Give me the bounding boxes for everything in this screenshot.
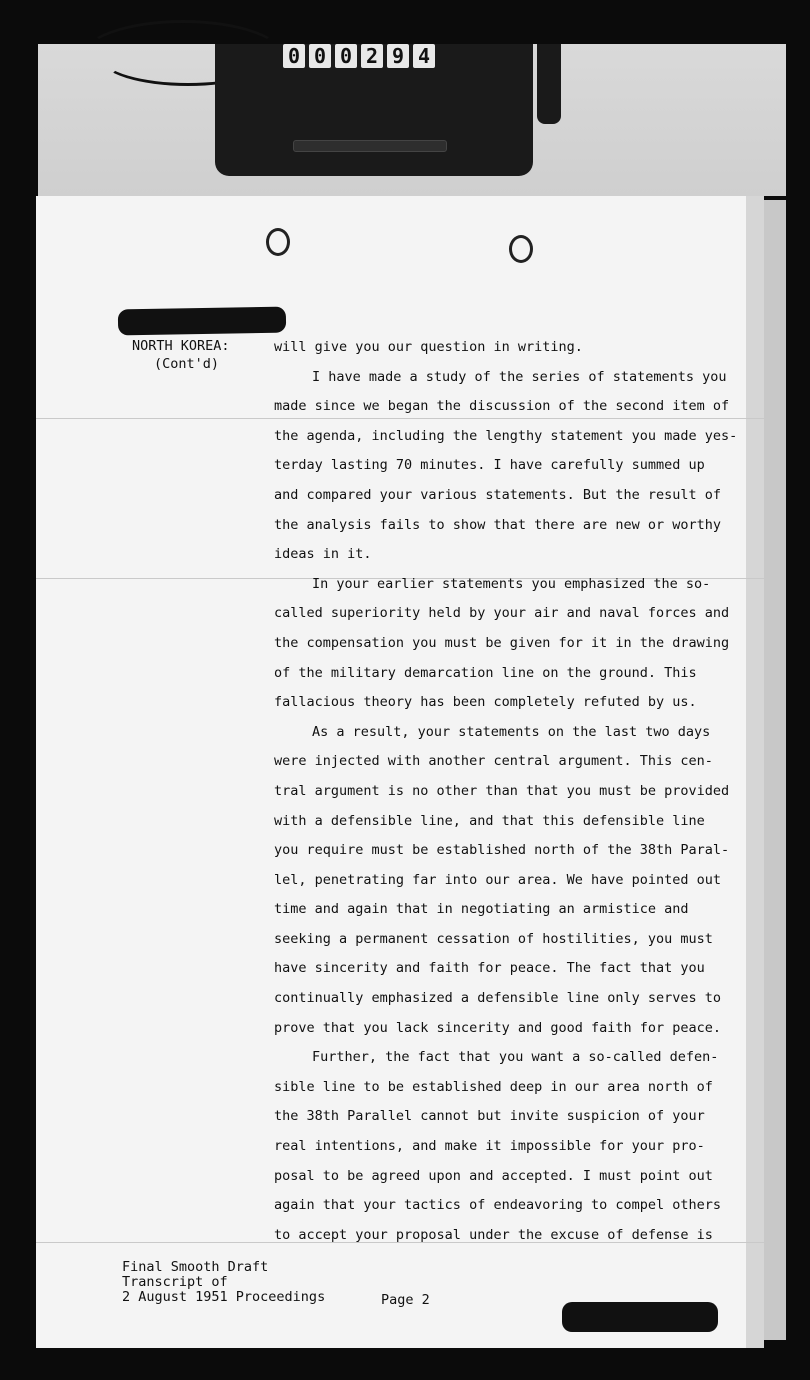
transcript-line: I have made a study of the series of statements you <box>312 368 727 385</box>
transcript-line: sible line to be established deep in our area north of <box>274 1078 713 1095</box>
footer-line: Final Smooth Draft <box>122 1259 269 1275</box>
transcript-line: the compensation you must be given for it in the drawing <box>274 634 730 651</box>
transcript-line: of the military demarcation line on the ground. This <box>274 664 697 681</box>
transcript-line: posal to be agreed upon and accepted. I must point out <box>274 1167 713 1184</box>
transcript-line: were injected with another central argument. This cen- <box>274 753 713 770</box>
footer-line: Transcript of <box>122 1274 228 1290</box>
frame-counter <box>283 44 435 70</box>
counter-knob <box>537 44 561 124</box>
transcript-line: have sincerity and faith for peace. The fact that you <box>274 960 705 977</box>
transcript-line: continually emphasized a defensible line only serves to <box>274 990 722 1007</box>
transcript-line: In your earlier statements you emphasized the so- <box>312 575 711 592</box>
transcript-line: again that your tactics of endeavoring to compel others <box>274 1197 722 1214</box>
speaker-name: NORTH KOREA: <box>132 338 230 354</box>
transcript-line: the 38th Parallel cannot but invite suspicion of your <box>274 1108 705 1125</box>
transcript-line: will give you our question in writing. <box>274 339 583 355</box>
transcript-line: time and again that in negotiating an armistice and <box>274 901 689 918</box>
footer-caption <box>122 1260 325 1305</box>
transcript-line: terday lasting 70 minutes. I have carefully summed up <box>274 457 705 474</box>
transcript-line: prove that you lack sincerity and good faith for peace. <box>274 1019 722 1036</box>
transcript-line: Further, the fact that you want a so-called defen- <box>312 1049 719 1066</box>
footer-line: 2 August 1951 Proceedings <box>122 1289 326 1305</box>
redaction-mark <box>562 1302 718 1332</box>
transcript-line: made since we began the discussion of the second item of <box>274 398 730 415</box>
transcript-line: and compared your various statements. But the result of <box>274 486 722 503</box>
paper-edge <box>764 200 786 1340</box>
punch-hole <box>509 235 533 263</box>
counter-digit: 0 <box>309 44 331 68</box>
speaker-continued: (Cont'd) <box>154 356 220 372</box>
speaker-label <box>132 337 230 373</box>
transcript-line: the analysis fails to show that there are new or worthy <box>274 516 722 533</box>
transcript-line: to accept your proposal under the excuse of defense is <box>274 1226 713 1243</box>
page-number: Page 2 <box>381 1292 430 1308</box>
transcript-line: tral argument is no other than that you must be provided <box>274 782 730 799</box>
counter-digit: 4 <box>413 44 435 68</box>
transcript-line: lel, penetrating far into our area. We have pointed out <box>274 871 722 888</box>
transcript-line: seeking a permanent cessation of hostilities, you must <box>274 930 713 947</box>
punch-hole <box>266 228 290 256</box>
counter-digit: 9 <box>387 44 409 68</box>
transcript-line: real intentions, and make it impossible for your pro- <box>274 1138 705 1155</box>
transcript-line: ideas in it. <box>274 546 372 563</box>
transcript-line: As a result, your statements on the last two days <box>312 723 711 740</box>
transcript-line: fallacious theory has been completely refuted by us. <box>274 694 697 711</box>
transcript-body <box>274 333 738 1250</box>
counter-digit: 0 <box>283 44 305 68</box>
counter-slot <box>293 140 447 152</box>
transcript-line: the agenda, including the lengthy statement you made yes- <box>274 427 738 444</box>
counter-digit: 2 <box>361 44 383 68</box>
counter-digit: 0 <box>335 44 357 68</box>
transcript-line: called superiority held by your air and naval forces and <box>274 605 730 622</box>
transcript-line: you require must be established north of the 38th Paral- <box>274 842 730 859</box>
transcript-line: with a defensible line, and that this defensible line <box>274 812 705 829</box>
redaction-mark <box>118 307 286 336</box>
